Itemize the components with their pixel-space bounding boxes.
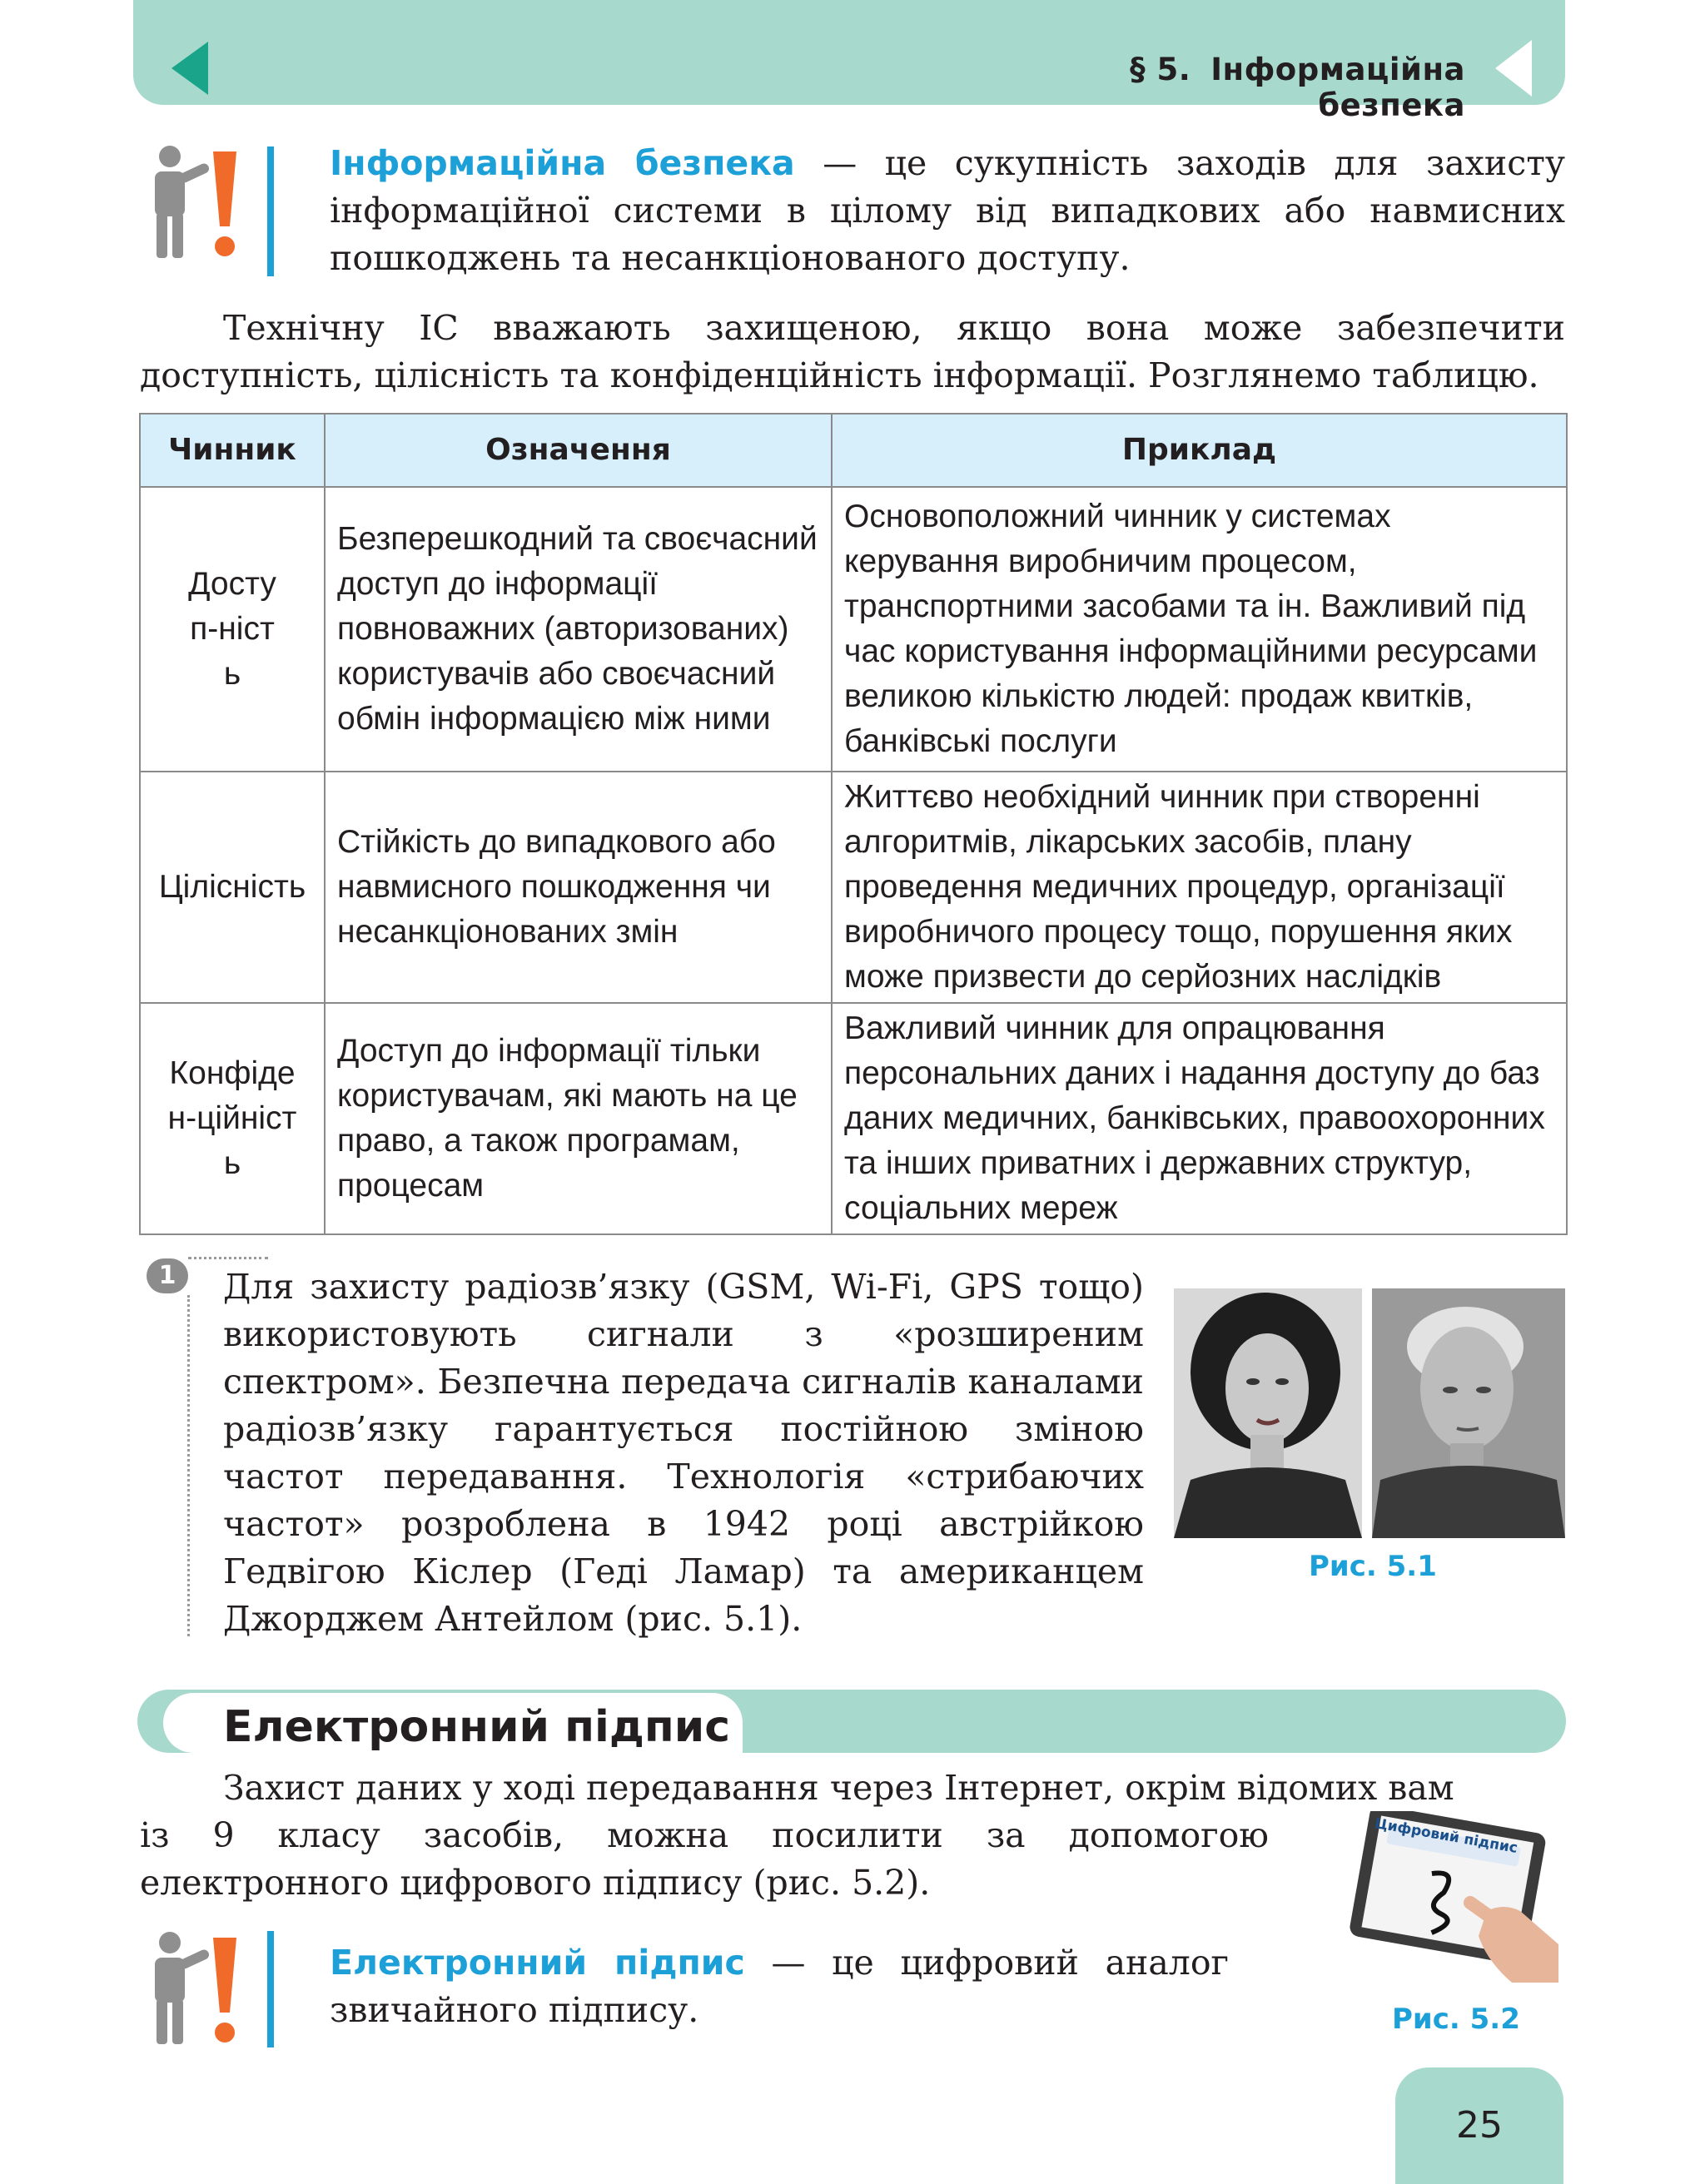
column-header-example: Приклад [832, 414, 1567, 487]
definition-cell: Безперешкодний та своєчасний доступ до інформації повноважних (авторизованих) користувачів або своєчасний обмін інформацією між ними [325, 487, 832, 772]
previous-page-arrow-icon[interactable] [171, 42, 208, 95]
table-row [140, 487, 1567, 772]
note-dotted-line [188, 1257, 268, 1259]
section-paragraph-line1: Захист даних у ході передавання через Інтернет, окрім відомих вам [223, 1768, 1454, 1808]
page-number: 25 [1456, 2104, 1503, 2147]
attention-person-icon [143, 143, 243, 260]
definition-text: — це сукупність заходів для захисту інформаційної системи в цілому від випадкових або навмисних пошкоджень та несанкціонованого доступу. [330, 143, 1565, 278]
note-badge: 1 [147, 1258, 188, 1293]
definition-term: Електронний підпис [330, 1943, 745, 1983]
definition-text: — це цифровий аналог звичайного підпису. [330, 1943, 1229, 2030]
portrait-man-photo [1372, 1288, 1565, 1538]
tablet-label: Цифровий підпис [1373, 1815, 1519, 1857]
factor-integrity: Цілісність [140, 772, 325, 1003]
figure-5-2-caption: Рис. 5.2 [1392, 2003, 1520, 2036]
factor-cell [140, 487, 325, 772]
definition-cell: Стійкість до випадкового або навмисного пошкодження чи несанкціонованих змін [325, 772, 832, 1003]
note-text: Для захисту радіозв’язку (GSM, Wi-Fi, GPS тощо) використовують сигнали з «розширеним спектром». Безпечна передача сигналів каналами радіозв’язку гарантується постійною зміною частот передавання. Технологія «стрибаючих частот» розроблена в 1942 році австрійкою Гедвігою Кіслер (Геді Ламар) та американцем Джорджем Антейлом (рис. 5.1). [223, 1267, 1144, 1639]
attention-person-icon [143, 1929, 243, 2046]
next-page-arrow-icon[interactable] [1495, 40, 1532, 97]
example-cell: Важливий чинник для опрацювання персональних даних і надання доступу до баз даних медичних, банківських, правоохоронних та інших приватних і державних структур, соціальних мереж [832, 1003, 1567, 1234]
definition-information-security [330, 140, 1565, 282]
table-row [140, 772, 1567, 1003]
note-dotted-line [187, 1295, 190, 1636]
definition-accent-bar [267, 1931, 274, 2048]
definition-electronic-signature [330, 1939, 1229, 2034]
figure-5-1-caption: Рис. 5.1 [1309, 1550, 1437, 1583]
running-header [1016, 52, 1465, 123]
section-heading: Електронний підпис [223, 1702, 731, 1752]
section-paragraph-rest: із 9 класу засобів, можна посилити за допомогою електронного цифрового підпису (рис. 5.2). [140, 1815, 1269, 1903]
table-row [140, 1003, 1567, 1234]
definition-term: Інформаційна безпека [330, 143, 795, 183]
column-header-factor: Чинник [140, 414, 325, 487]
factor-confidentiality: Конфіден-ційність [167, 1055, 297, 1181]
security-factors-table [139, 413, 1568, 1235]
intro-paragraph: Технічну ІС вважають захищеною, якщо вона може забезпечити доступність, цілісність та конфіденційність інформації. Розглянемо таблицю. [140, 308, 1565, 395]
definition-cell: Доступ до інформації тільки користувачам, які мають на це право, а також програмам, процесам [325, 1003, 832, 1234]
table-header-row [140, 414, 1567, 487]
example-cell: Основоположний чинник у системах керування виробничим процесом, транспортними засобами та ін. Важливий під час користування інформаційними ресурсами великою кількістю людей: продаж квитків, банківські послуги [832, 487, 1567, 772]
example-cell: Життєво необхідний чинник при створенні алгоритмів, лікарських засобів, плану проведення медичних процедур, організації виробничого процесу тощо, порушення яких може призвести до серйозних наслідків [832, 772, 1567, 1003]
portrait-woman-photo [1174, 1288, 1362, 1538]
factor-cell [140, 1003, 325, 1234]
section-header-title: Інформаційна безпека [1210, 52, 1465, 123]
factor-availability: Доступ-ність [188, 566, 276, 692]
definition-accent-bar [267, 146, 274, 276]
section-number: § 5. [1130, 52, 1191, 87]
column-header-definition: Означення [325, 414, 832, 487]
